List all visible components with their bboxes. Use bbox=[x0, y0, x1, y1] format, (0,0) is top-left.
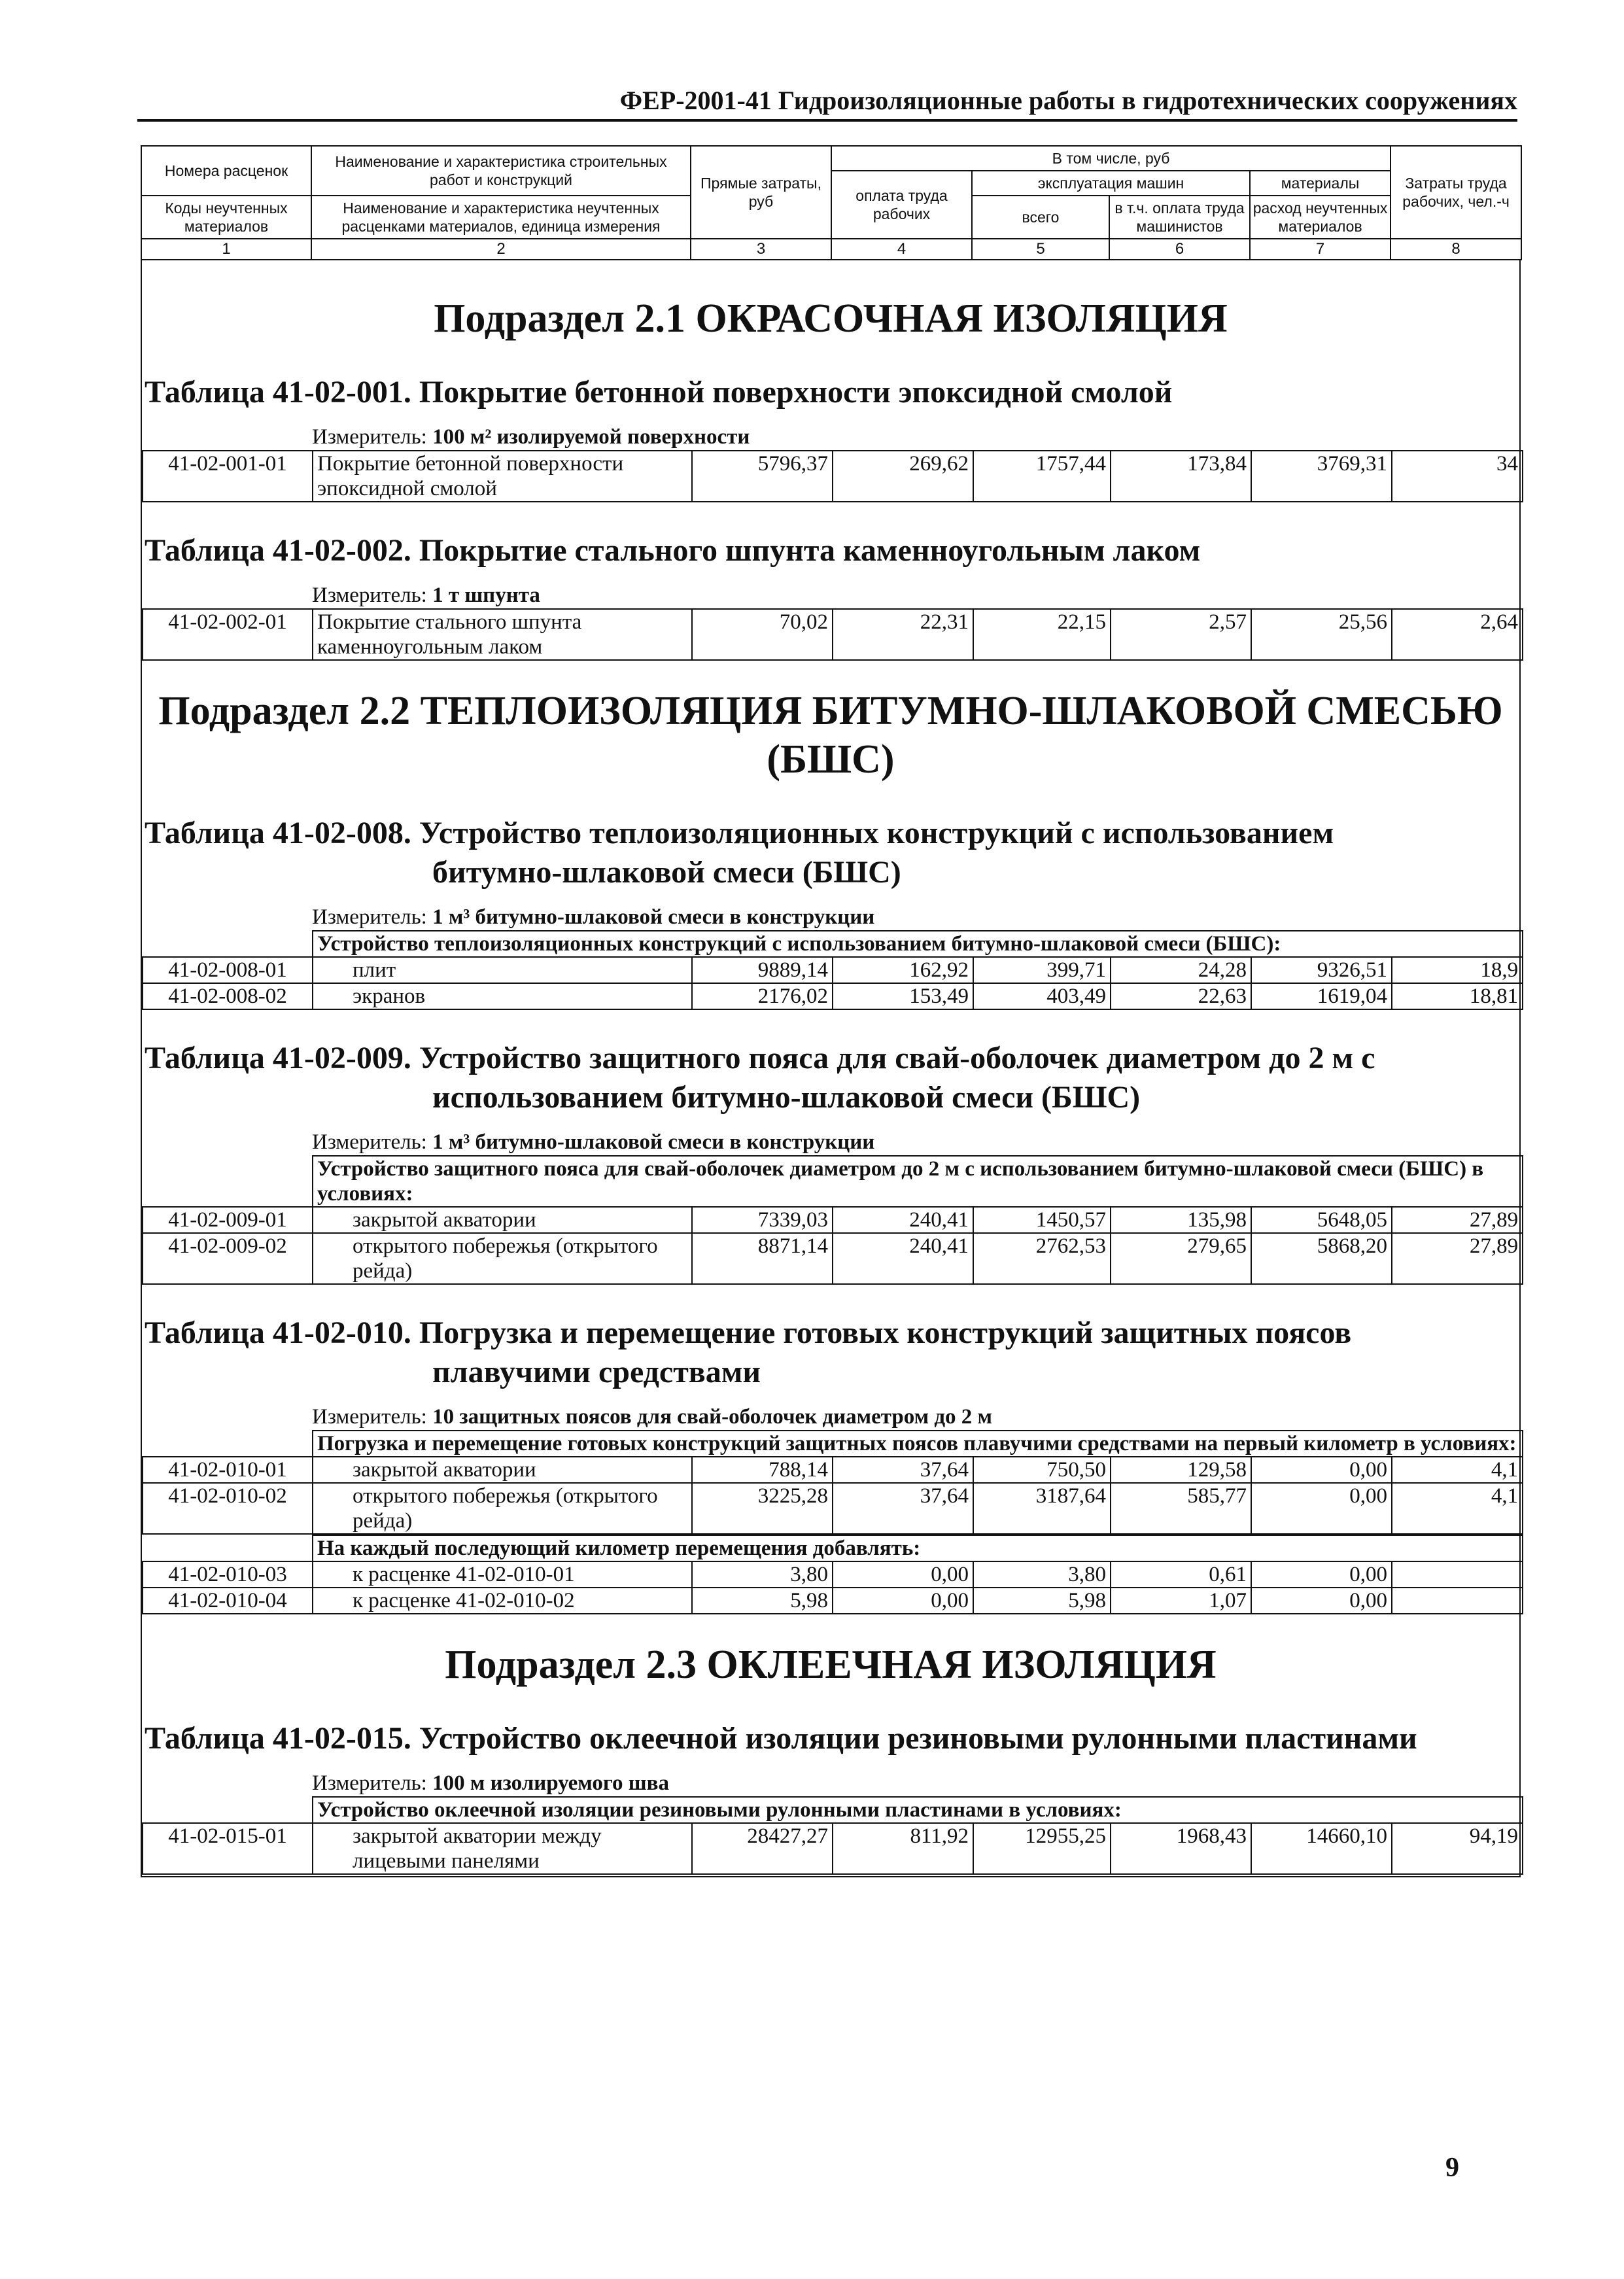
rate-value-v7: 5648,05 bbox=[1251, 1207, 1392, 1233]
table-row bbox=[143, 1457, 1523, 1483]
table-row bbox=[143, 1207, 1523, 1233]
col-num: 7 bbox=[1250, 239, 1391, 260]
note-spacer bbox=[143, 1431, 313, 1457]
rates-note: Устройство оклеечной изоляции резиновыми рулонными пластинами в условиях: bbox=[313, 1797, 1523, 1823]
rates-note: Устройство теплоизоляционных конструкций с использованием битумно-шлаковой смеси (БШС): bbox=[313, 931, 1523, 957]
col-num: 5 bbox=[972, 239, 1109, 260]
header-machines: эксплуатация машин bbox=[972, 171, 1250, 196]
col-num: 4 bbox=[831, 239, 972, 260]
measure-line bbox=[312, 904, 1519, 930]
rate-name: закрытой акватории bbox=[313, 1207, 692, 1233]
rate-name: закрытой акватории между лицевыми панелями bbox=[313, 1823, 692, 1874]
measure-value: 1 т шпунта bbox=[432, 583, 540, 607]
rate-value-v8 bbox=[1392, 1588, 1523, 1614]
measure-value: 1 м³ битумно-шлаковой смеси в конструкции bbox=[432, 905, 875, 929]
rate-value-v7: 9326,51 bbox=[1251, 957, 1392, 983]
rate-value-v6: 22,63 bbox=[1111, 983, 1251, 1009]
header-col1-top: Номера расценок bbox=[141, 146, 311, 196]
measure-label: Измеритель: bbox=[312, 425, 427, 449]
rate-value-v8: 27,89 bbox=[1392, 1233, 1523, 1284]
table-title-rest: плавучими средствами bbox=[432, 1355, 761, 1389]
measure-line bbox=[312, 424, 1519, 450]
rate-code: 41-02-010-02 bbox=[143, 1483, 313, 1534]
measure-value: 1 м³ битумно-шлаковой смеси в конструкции bbox=[432, 1130, 875, 1154]
subsection-title: Подраздел 2.2 ТЕПЛОИЗОЛЯЦИЯ БИТУМНО-ШЛАКОВОЙ СМЕСЬЮ (БШС) bbox=[158, 689, 1503, 782]
rate-name: к расценке 41-02-010-01 bbox=[313, 1561, 692, 1588]
rate-value-v5: 403,49 bbox=[973, 983, 1111, 1009]
bottom-spacer bbox=[142, 1875, 1519, 1876]
rate-code: 41-02-008-02 bbox=[143, 983, 313, 1009]
column-number-row bbox=[141, 239, 1521, 260]
note-spacer bbox=[143, 1535, 313, 1561]
measure-value: 100 м изолируемого шва bbox=[432, 1771, 669, 1795]
col-num: 8 bbox=[1391, 239, 1521, 260]
rate-value-v3: 70,02 bbox=[692, 609, 833, 660]
measure-line bbox=[312, 582, 1519, 608]
header-col5: всего bbox=[972, 196, 1109, 239]
table-title bbox=[145, 814, 1519, 892]
table-title bbox=[145, 1313, 1519, 1392]
table-row bbox=[143, 1233, 1523, 1284]
rate-value-v7: 1619,04 bbox=[1251, 983, 1392, 1009]
rate-value-v8: 2,64 bbox=[1392, 609, 1523, 660]
rates-table bbox=[142, 1535, 1523, 1614]
header-col2-top: Наименование и характеристика строительных работ и конструкций bbox=[311, 146, 691, 196]
rate-value-v3: 3225,28 bbox=[692, 1483, 833, 1534]
rate-value-v3: 788,14 bbox=[692, 1457, 833, 1483]
rate-name: открытого побережья (открытого рейда) bbox=[313, 1233, 692, 1284]
rate-value-v7: 0,00 bbox=[1251, 1588, 1392, 1614]
rate-value-v4: 269,62 bbox=[833, 451, 973, 502]
table-title-main: Таблица 41-02-002. Покрытие стального шпунта каменноугольным лаком bbox=[145, 533, 1201, 568]
rate-code: 41-02-010-03 bbox=[143, 1561, 313, 1588]
measure-label: Измеритель: bbox=[312, 583, 427, 607]
rates-note-row bbox=[143, 1535, 1523, 1561]
rate-value-v4: 153,49 bbox=[833, 983, 973, 1009]
rate-value-v5: 750,50 bbox=[973, 1457, 1111, 1483]
table-title-main: Таблица 41-02-008. Устройство теплоизоляционных конструкций с использованием bbox=[145, 816, 1334, 850]
document-body bbox=[141, 145, 1521, 1877]
header-col1-bottom: Коды неучтенных материалов bbox=[141, 196, 311, 239]
rate-code: 41-02-009-02 bbox=[143, 1233, 313, 1284]
rate-value-v6: 279,65 bbox=[1111, 1233, 1251, 1284]
rate-value-v8: 18,81 bbox=[1392, 983, 1523, 1009]
rate-value-v3: 5796,37 bbox=[692, 451, 833, 502]
running-head: ФЕР-2001-41 Гидроизоляционные работы в гидротехнических сооружениях bbox=[137, 84, 1517, 122]
rate-name: к расценке 41-02-010-02 bbox=[313, 1588, 692, 1614]
rate-value-v5: 3187,64 bbox=[973, 1483, 1111, 1534]
rates-note-row bbox=[143, 1431, 1523, 1457]
page-number: 9 bbox=[1445, 2153, 1459, 2183]
table-row bbox=[143, 1561, 1523, 1588]
rate-value-v7: 0,00 bbox=[1251, 1457, 1392, 1483]
rate-value-v8: 18,9 bbox=[1392, 957, 1523, 983]
rates-table bbox=[142, 930, 1523, 1010]
rate-value-v6: 173,84 bbox=[1111, 451, 1251, 502]
rate-value-v4: 37,64 bbox=[833, 1483, 973, 1534]
rates-table bbox=[142, 450, 1523, 502]
rate-value-v4: 22,31 bbox=[833, 609, 973, 660]
table-row bbox=[143, 1483, 1523, 1534]
column-header-table bbox=[141, 145, 1522, 260]
rate-value-v6: 135,98 bbox=[1111, 1207, 1251, 1233]
subsection-title: Подраздел 2.3 ОКЛЕЕЧНАЯ ИЗОЛЯЦИЯ bbox=[445, 1643, 1217, 1687]
table-title bbox=[145, 373, 1519, 412]
rate-value-v5: 3,80 bbox=[973, 1561, 1111, 1588]
table-row bbox=[143, 1588, 1523, 1614]
table-row bbox=[143, 1823, 1523, 1874]
rate-value-v7: 0,00 bbox=[1251, 1561, 1392, 1588]
measure-line bbox=[312, 1129, 1519, 1155]
rate-value-v3: 3,80 bbox=[692, 1561, 833, 1588]
rate-value-v3: 2176,02 bbox=[692, 983, 833, 1009]
col-num: 3 bbox=[691, 239, 831, 260]
rate-name: Покрытие бетонной поверхности эпоксидной смолой bbox=[313, 451, 692, 502]
rate-value-v8: 94,19 bbox=[1392, 1823, 1523, 1874]
rate-value-v6: 2,57 bbox=[1111, 609, 1251, 660]
rate-value-v4: 811,92 bbox=[833, 1823, 973, 1874]
subsection-title: Подраздел 2.1 ОКРАСОЧНАЯ ИЗОЛЯЦИЯ bbox=[434, 296, 1228, 341]
rate-code: 41-02-001-01 bbox=[143, 451, 313, 502]
table-title bbox=[145, 531, 1519, 570]
rate-value-v5: 5,98 bbox=[973, 1588, 1111, 1614]
col-num: 1 bbox=[141, 239, 311, 260]
rate-code: 41-02-008-01 bbox=[143, 957, 313, 983]
rates-note-row bbox=[143, 1156, 1523, 1207]
rate-value-v8 bbox=[1392, 1561, 1523, 1588]
measure-label: Измеритель: bbox=[312, 905, 427, 929]
rate-value-v7: 14660,10 bbox=[1251, 1823, 1392, 1874]
measure-label: Измеритель: bbox=[312, 1405, 427, 1429]
rate-value-v4: 0,00 bbox=[833, 1561, 973, 1588]
rate-value-v5: 22,15 bbox=[973, 609, 1111, 660]
note-spacer bbox=[143, 1797, 313, 1823]
table-title-main: Таблица 41-02-009. Устройство защитного пояса для свай-оболочек диаметром до 2 м с bbox=[145, 1041, 1375, 1075]
rate-code: 41-02-002-01 bbox=[143, 609, 313, 660]
rate-value-v4: 37,64 bbox=[833, 1457, 973, 1483]
rate-value-v3: 28427,27 bbox=[692, 1823, 833, 1874]
rate-value-v6: 24,28 bbox=[1111, 957, 1251, 983]
col-num: 2 bbox=[311, 239, 691, 260]
rate-value-v6: 1968,43 bbox=[1111, 1823, 1251, 1874]
rate-value-v4: 0,00 bbox=[833, 1588, 973, 1614]
rate-value-v7: 25,56 bbox=[1251, 609, 1392, 660]
header-col2-bottom: Наименование и характеристика неучтенных расценками материалов, единица измерения bbox=[311, 196, 691, 239]
rate-value-v8: 4,1 bbox=[1392, 1483, 1523, 1534]
rate-value-v3: 8871,14 bbox=[692, 1233, 833, 1284]
header-materials: материалы bbox=[1250, 171, 1391, 196]
table-title bbox=[145, 1039, 1519, 1117]
rate-value-v3: 5,98 bbox=[692, 1588, 833, 1614]
rate-value-v3: 7339,03 bbox=[692, 1207, 833, 1233]
table-row bbox=[143, 957, 1523, 983]
rate-value-v4: 240,41 bbox=[833, 1233, 973, 1284]
rate-value-v7: 0,00 bbox=[1251, 1483, 1392, 1534]
rate-name: закрытой акватории bbox=[313, 1457, 692, 1483]
rate-code: 41-02-010-01 bbox=[143, 1457, 313, 1483]
measure-label: Измеритель: bbox=[312, 1130, 427, 1154]
rates-table bbox=[142, 1430, 1523, 1535]
header-col8: Затраты труда рабочих, чел.-ч bbox=[1391, 146, 1521, 239]
header-col7: расход неучтенных материалов bbox=[1250, 196, 1391, 239]
table-row bbox=[143, 609, 1523, 660]
rates-table bbox=[142, 1796, 1523, 1875]
header-col3: Прямые затраты, руб bbox=[691, 146, 831, 239]
measure-value: 100 м² изолируемой поверхности bbox=[432, 425, 750, 449]
rate-value-v5: 1450,57 bbox=[973, 1207, 1111, 1233]
table-title bbox=[145, 1719, 1519, 1758]
rate-name: плит bbox=[313, 957, 692, 983]
header-col4: оплата труда рабочих bbox=[831, 171, 972, 239]
rate-value-v5: 1757,44 bbox=[973, 451, 1111, 502]
col-num: 6 bbox=[1109, 239, 1250, 260]
rates-note: Устройство защитного пояса для свай-оболочек диаметром до 2 м с использованием битумно-шлаковой смеси (БШС) в условиях: bbox=[313, 1156, 1523, 1207]
rate-value-v5: 2762,53 bbox=[973, 1233, 1111, 1284]
rates-note-row bbox=[143, 931, 1523, 957]
rates-note-row bbox=[143, 1797, 1523, 1823]
measure-line bbox=[312, 1404, 1519, 1430]
rate-value-v6: 129,58 bbox=[1111, 1457, 1251, 1483]
rate-value-v6: 1,07 bbox=[1111, 1588, 1251, 1614]
rate-code: 41-02-009-01 bbox=[143, 1207, 313, 1233]
rate-value-v5: 12955,25 bbox=[973, 1823, 1111, 1874]
table-title-rest: использованием битумно-шлаковой смеси (БШС) bbox=[432, 1080, 1141, 1115]
table-title-main: Таблица 41-02-010. Погрузка и перемещение готовых конструкций защитных поясов bbox=[145, 1315, 1352, 1350]
rate-value-v8: 34 bbox=[1392, 451, 1523, 502]
rate-value-v7: 5868,20 bbox=[1251, 1233, 1392, 1284]
rate-value-v4: 162,92 bbox=[833, 957, 973, 983]
rate-name: открытого побережья (открытого рейда) bbox=[313, 1483, 692, 1534]
rates-table bbox=[142, 1155, 1523, 1285]
measure-label: Измеритель: bbox=[312, 1771, 427, 1795]
rate-value-v4: 240,41 bbox=[833, 1207, 973, 1233]
rate-value-v6: 0,61 bbox=[1111, 1561, 1251, 1588]
rate-value-v8: 4,1 bbox=[1392, 1457, 1523, 1483]
table-title-main: Таблица 41-02-001. Покрытие бетонной поверхности эпоксидной смолой bbox=[145, 375, 1173, 409]
rates-content bbox=[141, 260, 1521, 1877]
rate-value-v7: 3769,31 bbox=[1251, 451, 1392, 502]
header-col6: в т.ч. оплата труда машинистов bbox=[1109, 196, 1250, 239]
rate-value-v8: 27,89 bbox=[1392, 1207, 1523, 1233]
rate-value-v5: 399,71 bbox=[973, 957, 1111, 983]
rate-value-v3: 9889,14 bbox=[692, 957, 833, 983]
rate-code: 41-02-015-01 bbox=[143, 1823, 313, 1874]
rate-name: экранов bbox=[313, 983, 692, 1009]
rate-name: Покрытие стального шпунта каменноугольным лаком bbox=[313, 609, 692, 660]
rates-table bbox=[142, 608, 1523, 661]
note-spacer bbox=[143, 931, 313, 957]
rate-code: 41-02-010-04 bbox=[143, 1588, 313, 1614]
rates-note: Погрузка и перемещение готовых конструкций защитных поясов плавучими средствами на первый километр в условиях: bbox=[313, 1431, 1523, 1457]
rate-value-v6: 585,77 bbox=[1111, 1483, 1251, 1534]
header-group: В том числе, руб bbox=[831, 146, 1391, 171]
table-row bbox=[143, 983, 1523, 1009]
note-spacer bbox=[143, 1156, 313, 1207]
rates-note: На каждый последующий километр перемещения добавлять: bbox=[313, 1535, 1523, 1561]
table-row bbox=[143, 451, 1523, 502]
table-title-main: Таблица 41-02-015. Устройство оклеечной изоляции резиновыми рулонными пластинами bbox=[145, 1721, 1417, 1756]
measure-value: 10 защитных поясов для свай-оболочек диаметром до 2 м bbox=[432, 1405, 993, 1429]
table-title-rest: битумно-шлаковой смеси (БШС) bbox=[432, 855, 901, 890]
measure-line bbox=[312, 1770, 1519, 1796]
